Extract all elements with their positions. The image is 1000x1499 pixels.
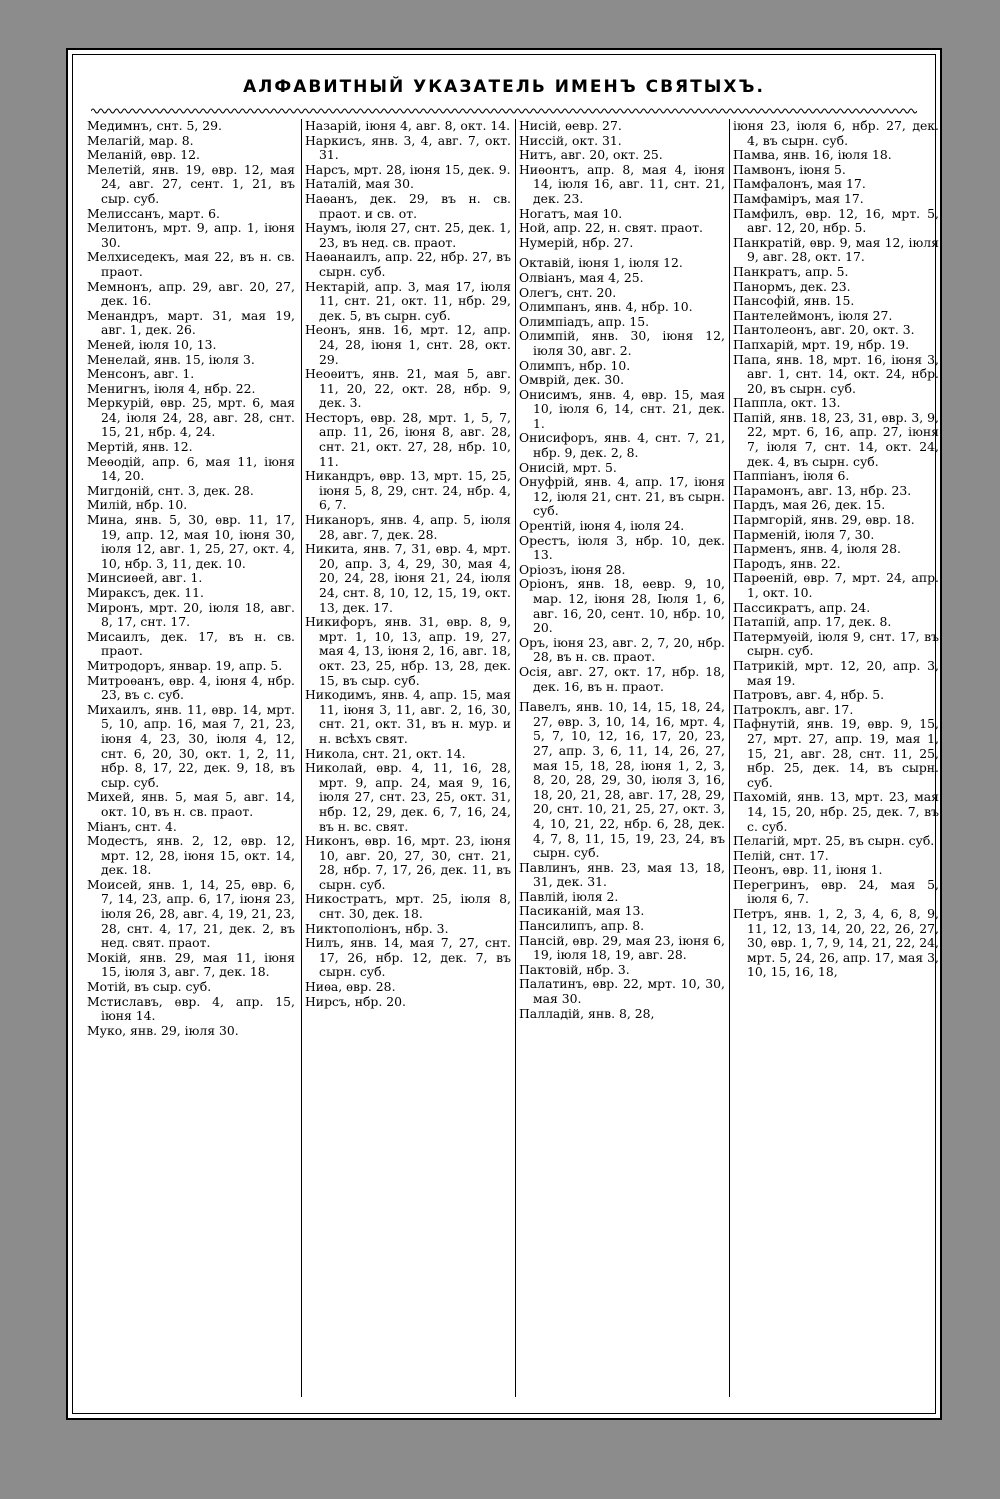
- index-entry: Нирсъ, нбр. 20.: [305, 993, 406, 1009]
- index-entry: Мираксъ, дек. 11.: [87, 585, 204, 600]
- index-entry: Орестъ, іюля 3, нбр. 10, дек. 13.: [519, 532, 725, 563]
- index-column-1: [87, 119, 295, 1397]
- index-entry: Нумерій, нбр. 27.: [519, 234, 634, 250]
- index-entry: Пантолеонъ, авг. 20, окт. 3.: [733, 322, 915, 338]
- index-entry: Никаноръ, янв. 4, апр. 5, іюля 28, авг. 7, дек. 28.: [305, 512, 511, 542]
- index-entry: Панормъ, дек. 23.: [733, 278, 851, 294]
- index-entry: Мина, янв. 5, 30, ѳвр. 11, 17, 19, апр. 12, мая 10, іюня 30, іюля 12, авг. 1, 25, 27, окт. 4, 10, нбр. 3, 11, дек. 10.: [87, 512, 295, 571]
- index-entry: Міанъ, снт. 4.: [87, 818, 177, 834]
- index-entry: Пасиканій, мая 13.: [519, 903, 645, 919]
- index-entry: Моисей, янв. 1, 14, 25, ѳвр. 6, 7, 14, 23, апр. 6, 17, іюня 23, іюля 26, 28, авг. 4, 19, 21, 23, 28, снт. 4, 17, 21, дек. 2, въ нед. свят. праот.: [87, 876, 295, 951]
- index-entry: Пармгорій, янв. 29, ѳвр. 18.: [733, 512, 915, 528]
- index-entry: Патапій, апр. 17, дек. 8.: [733, 614, 892, 630]
- index-entry: Нитъ, авг. 20, окт. 25.: [519, 147, 663, 163]
- index-entry: Павлинъ, янв. 23, мая 13, 18, 31, дек. 31.: [519, 859, 725, 890]
- index-entry: Пантелеймонъ, іюля 27.: [733, 307, 893, 323]
- index-entry: іюня 23, іюля 6, нбр. 27, дек. 4, въ сырн. суб.: [733, 119, 939, 148]
- index-entry: Пассикратъ, апр. 24.: [733, 599, 871, 615]
- index-entry: Паппіанъ, іюля 6.: [733, 468, 850, 484]
- book-page: [66, 48, 942, 1420]
- index-entry: Нилъ, янв. 14, мая 7, 27, снт. 17, 26, нбр. 12, дек. 7, въ сырн. суб.: [305, 935, 511, 980]
- index-entry: Михей, янв. 5, мая 5, авг. 14, окт. 10, въ н. св. праот.: [87, 789, 295, 819]
- index-entry: Минсиѳей, авг. 1.: [87, 570, 203, 586]
- index-entry: Осія, авг. 27, окт. 17, нбр. 18, дек. 16, въ н. праот.: [519, 663, 725, 694]
- index-entry: Палладій, янв. 8, 28,: [519, 1005, 655, 1021]
- index-entry: Митроѳанъ, ѳвр. 4, іюня 4, нбр. 23, въ с. суб.: [87, 672, 295, 703]
- index-entry: Наѳанаилъ, апр. 22, нбр. 27, въ сырн. суб.: [305, 249, 511, 279]
- index-entry: Пансій, ѳвр. 29, мая 23, іюня 6, 19, іюля 18, 19, авг. 28.: [519, 932, 725, 963]
- index-entry: Ной, апр. 22, н. свят. праот.: [519, 220, 703, 236]
- index-entry: Октавій, іюня 1, іюля 12.: [519, 255, 683, 271]
- index-entry: Мелитонъ, мрт. 9, апр. 1, іюня 30.: [87, 220, 295, 250]
- index-entry: Медимнъ, снт. 5, 29.: [87, 119, 222, 133]
- index-entry: Никифоръ, янв. 31, ѳвр. 8, 9, мрт. 1, 10, 13, апр. 19, 27, мая 4, 13, іюня 2, 16, авг. 18, окт. 23, 25, нбр. 13, 28, дек. 15, въ сыр. суб.: [305, 614, 511, 688]
- index-entry: Орентій, іюня 4, іюля 24.: [519, 518, 685, 534]
- index-entry: Ниѳонтъ, апр. 8, мая 4, іюня 14, іюля 16, авг. 11, снт. 21, дек. 23.: [519, 161, 725, 206]
- index-entry: Пафнутій, янв. 19, ѳвр. 9, 15, 27, мрт. 27, апр. 19, мая 1, 15, 21, авг. 28, снт. 11, 25, нбр. 25, дек. 14, въ сырн. суб.: [733, 716, 939, 790]
- page-frame: [72, 54, 939, 1414]
- index-columns: [87, 119, 939, 1397]
- index-entry: Модестъ, янв. 2, 12, ѳвр. 12, мрт. 12, 28, іюня 15, окт. 14, дек. 18.: [87, 833, 295, 878]
- index-entry: Олвіанъ, мая 4, 25.: [519, 269, 644, 285]
- index-entry: Павлій, іюля 2.: [519, 888, 619, 904]
- index-entry: Никонъ, ѳвр. 16, мрт. 23, іюня 10, авг. 20, 27, 30, снт. 21, 28, нбр. 7, 17, 26, дек. 11, въ сырн. суб.: [305, 833, 511, 892]
- index-entry: Нектарій, апр. 3, мая 17, іюля 11, снт. 21, окт. 11, нбр. 29, дек. 5, въ сырн. суб.: [305, 278, 511, 323]
- index-entry: Оріозъ, іюня 28.: [519, 561, 626, 577]
- index-entry: Пахомій, янв. 13, мрт. 23, мая 14, 15, 20, нбр. 25, дек. 7, въ с. суб.: [733, 789, 939, 834]
- index-entry: Митродоръ, январ. 19, апр. 5.: [87, 657, 283, 673]
- index-entry: Панкратъ, апр. 5.: [733, 263, 849, 279]
- index-entry: Пардъ, мая 26, дек. 15.: [733, 497, 886, 513]
- index-entry: Никтополіонъ, нбр. 3.: [305, 920, 449, 936]
- index-entry: Памва, янв. 16, іюля 18.: [733, 147, 892, 163]
- index-entry: Наркисъ, янв. 3, 4, авг. 7, окт. 31.: [305, 132, 511, 163]
- index-entry: Патроклъ, авг. 17.: [733, 701, 854, 717]
- index-entry: Мелетій, янв. 19, ѳвр. 12, мая 24, авг. 27, сент. 1, 21, въ сыр. суб.: [87, 161, 295, 206]
- index-entry: Оръ, іюня 23, авг. 2, 7, 20, нбр. 28, въ н. св. праот.: [519, 634, 725, 665]
- index-entry: Неоѳитъ, янв. 21, мая 5, авг. 11, 20, 22, окт. 28, нбр. 9, дек. 3.: [305, 366, 511, 411]
- index-entry: Нисій, ѳевр. 27.: [519, 119, 622, 133]
- index-entry: Никодимъ, янв. 4, апр. 15, мая 11, іюня 3, 11, авг. 2, 16, 30, снт. 21, окт. 31, въ н. мур. и н. всѣхъ свят.: [305, 687, 511, 746]
- index-entry: Муко, янв. 29, іюля 30.: [87, 1022, 239, 1038]
- index-entry: Онисимъ, янв. 4, ѳвр. 15, мая 10, іюля 6, 14, снт. 21, дек. 1.: [519, 386, 725, 431]
- index-entry: Папій, янв. 18, 23, 31, ѳвр. 3, 9, 22, мрт. 6, 16, апр. 27, іюня 7, іюля 7, снт. 14, окт. 24, дек. 4, въ сырн. суб.: [733, 409, 939, 469]
- index-entry: Ногатъ, мая 10.: [519, 205, 623, 221]
- index-entry: Памвонъ, іюня 5.: [733, 161, 846, 177]
- index-entry: Павелъ, янв. 10, 14, 15, 18, 24, 27, ѳвр. 3, 10, 14, 16, мрт. 4, 5, 7, 10, 12, 16, 17, 20, 23, 27, апр. 3, 6, 11, 14, 26, 27, мая 15, 18, 28, іюня 1, 2, 3, 8, 20, 28, 29, 30, іюля 3, 16, 18, 20, 21, 28, авг. 17, 28, 29, 20, снт. 10, 21, 25, 27, окт. 3, 4, 10, 21, 22, нбр. 6, 28, дек. 4, 7, 8, 11, 15, 19, 23, 24, въ сырн. суб.: [519, 699, 725, 861]
- index-entry: Олимпанъ, янв. 4, нбр. 10.: [519, 299, 693, 315]
- index-entry: Патермуѳій, іюля 9, снт. 17, въ сырн. суб.: [733, 628, 939, 659]
- index-entry: Олимпіадъ, апр. 15.: [519, 313, 650, 329]
- index-entry: Памфалонъ, мая 17.: [733, 176, 866, 192]
- index-entry: Онисій, мрт. 5.: [519, 459, 617, 475]
- index-entry: Меней, іюля 10, 13.: [87, 336, 217, 352]
- index-entry: Парамонъ, авг. 13, нбр. 23.: [733, 482, 912, 498]
- index-entry: Наумъ, іюля 27, снт. 25, дек. 1, 23, въ нед. св. праот.: [305, 220, 511, 250]
- index-entry: Мисаилъ, дек. 17, въ н. св. праот.: [87, 628, 295, 659]
- index-entry: Мигдоній, снт. 3, дек. 28.: [87, 482, 254, 498]
- index-entry: Миронъ, мрт. 20, іюля 18, авг. 8, 17, снт. 17.: [87, 599, 295, 630]
- index-column-3: [519, 119, 725, 1397]
- index-entry: Петръ, янв. 1, 2, 3, 4, 6, 8, 9, 11, 12, 13, 14, 20, 22, 26, 27, 30, ѳвр. 1, 7, 9, 14, 21, 22, 24, мрт. 5, 24, 26, апр. 17, мая 3, 10, 15, 16, 18,: [733, 906, 939, 980]
- index-entry: Неонъ, янв. 16, мрт. 12, апр. 24, 28, іюня 1, снт. 28, окт. 29.: [305, 322, 511, 367]
- index-entry: Никита, янв. 7, 31, ѳвр. 4, мрт. 20, апр. 3, 4, 29, 30, мая 4, 20, 24, 28, іюня 21, 24, іюля 24, снт. 8, 10, 12, 15, 19, окт. 13, дек. 17.: [305, 541, 511, 615]
- index-entry: Никандръ, ѳвр. 13, мрт. 15, 25, іюня 5, 8, 29, снт. 24, нбр. 4, 6, 7.: [305, 468, 511, 513]
- index-entry: Никола, снт. 21, окт. 14.: [305, 745, 466, 761]
- index-entry: Пансофій, янв. 15.: [733, 293, 855, 309]
- index-entry: Олегъ, снт. 20.: [519, 284, 617, 300]
- index-entry: Милій, нбр. 10.: [87, 497, 188, 513]
- index-entry: Николай, ѳвр. 4, 11, 16, 28, мрт. 9, апр. 24, мая 9, 16, іюля 27, снт. 23, 25, окт. 31, нбр. 12, 29, дек. 6, 7, 16, 24, въ н. вс. свят.: [305, 760, 511, 834]
- ornamental-rule: [91, 107, 917, 115]
- index-entry: Ниѳа, ѳвр. 28.: [305, 979, 396, 995]
- index-entry: Онисифоръ, янв. 4, снт. 7, 21, нбр. 9, дек. 2, 8.: [519, 430, 725, 461]
- index-entry: Наталій, мая 30.: [305, 176, 414, 192]
- index-entry: Менандръ, март. 31, мая 19, авг. 1, дек. 26.: [87, 307, 295, 338]
- index-entry: Михаилъ, янв. 11, ѳвр. 14, мрт. 5, 10, апр. 16, мая 7, 21, 23, іюня 4, 23, 30, іюля 4, 12, снт. 6, 20, 30, окт. 1, 2, 11, нбр. 8, 17, 22, дек. 9, 18, въ сыр. суб.: [87, 701, 295, 790]
- index-entry: Мелагій, мар. 8.: [87, 132, 194, 148]
- index-entry: Пансилипъ, апр. 8.: [519, 918, 645, 934]
- index-entry: Пелагій, мрт. 25, въ сырн. суб.: [733, 833, 935, 849]
- index-entry: Мертій, янв. 12.: [87, 439, 193, 455]
- index-entry: Перегринъ, ѳвр. 24, мая 5, іюля 6, 7.: [733, 876, 939, 907]
- page-title: АЛФАВИТНЫЙ УКАЗАТЕЛЬ ИМЕНЪ СВЯТЫХЪ.: [243, 77, 765, 97]
- index-entry: Мокій, янв. 29, мая 11, іюня 15, іюля 3, авг. 7, дек. 18.: [87, 949, 295, 980]
- index-entry: Олимпъ, нбр. 10.: [519, 357, 631, 373]
- index-entry: Парменій, іюля 7, 30.: [733, 526, 875, 542]
- index-entry: Палатинъ, ѳвр. 22, мрт. 10, 30, мая 30.: [519, 976, 725, 1007]
- column-divider: [729, 119, 730, 1397]
- index-entry: Мелиссанъ, март. 6.: [87, 205, 220, 221]
- index-entry: Никостратъ, мрт. 25, іюля 8, снт. 30, дек. 18.: [305, 891, 511, 922]
- index-entry: Ниссій, окт. 31.: [519, 132, 622, 148]
- index-entry: Папхарій, мрт. 19, нбр. 19.: [733, 336, 910, 352]
- index-entry: Панкратій, ѳвр. 9, мая 12, іюля 9, авг. 28, окт. 17.: [733, 234, 939, 265]
- index-entry: Менелай, янв. 15, іюля 3.: [87, 351, 255, 367]
- index-entry: Паппла, окт. 13.: [733, 395, 841, 411]
- index-entry: Мелхиседекъ, мая 22, въ н. св. праот.: [87, 249, 295, 279]
- index-column-4: [733, 119, 939, 1397]
- index-entry: Мемнонъ, апр. 29, авг. 20, 27, дек. 16.: [87, 278, 295, 309]
- index-entry: Патрикій, мрт. 12, 20, апр. 3, мая 19.: [733, 657, 939, 688]
- index-entry: Онуфрій, янв. 4, апр. 17, іюня 12, іюля 21, снт. 21, въ сырн. суб.: [519, 474, 725, 519]
- index-entry: Омврій, дек. 30.: [519, 372, 625, 388]
- index-entry: Оріонъ, янв. 18, ѳевр. 9, 10, мар. 12, іюня 28, Іюля 1, 6, авг. 16, 20, сент. 10, нбр. 10, 20.: [519, 576, 725, 636]
- index-entry: Пеонъ, ѳвр. 11, іюня 1.: [733, 862, 883, 878]
- index-entry: Мстиславъ, ѳвр. 4, апр. 15, іюня 14.: [87, 993, 295, 1024]
- index-entry: Назарій, іюня 4, авг. 8, окт. 14.: [305, 119, 511, 133]
- index-entry: Олимпій, янв. 30, іюня 12, іюля 30, авг. 2.: [519, 328, 725, 358]
- index-entry: Наѳанъ, дек. 29, въ н. св. праот. и св. от.: [305, 190, 511, 221]
- index-entry: Парменъ, янв. 4, іюля 28.: [733, 541, 901, 557]
- index-entry: Мотій, въ сыр. суб.: [87, 979, 212, 995]
- index-entry: Менсонъ, авг. 1.: [87, 366, 195, 382]
- index-entry: Меланій, ѳвр. 12.: [87, 147, 200, 163]
- index-entry: Пародъ, янв. 22.: [733, 555, 841, 571]
- index-entry: Пактовій, нбр. 3.: [519, 961, 630, 977]
- index-entry: Пелій, снт. 17.: [733, 847, 829, 863]
- index-entry: Патровъ, авг. 4, нбр. 5.: [733, 687, 885, 703]
- index-entry: Нарсъ, мрт. 28, іюня 15, дек. 9.: [305, 161, 511, 177]
- column-divider: [301, 119, 302, 1397]
- index-entry: Памфилъ, ѳвр. 12, 16, мрт. 5, авг. 12, 20, нбр. 5.: [733, 205, 939, 236]
- index-entry: Несторъ, ѳвр. 28, мрт. 1, 5, 7, апр. 11, 26, іюня 8, авг. 28, снт. 21, окт. 27, 28, нбр. 10, 11.: [305, 409, 511, 469]
- index-column-2: [305, 119, 511, 1397]
- index-entry: Памфаміръ, мая 17.: [733, 190, 864, 206]
- index-entry: Меркурій, ѳвр. 25, мрт. 6, мая 24, іюля 24, 28, авг. 28, снт. 15, 21, нбр. 4, 24.: [87, 395, 295, 440]
- index-entry: Парѳеній, ѳвр. 7, мрт. 24, апр. 1, окт. 10.: [733, 570, 939, 600]
- column-divider: [515, 119, 516, 1397]
- index-entry: Меѳодій, апр. 6, мая 11, іюня 14, 20.: [87, 453, 295, 484]
- index-entry: Папа, янв. 18, мрт. 16, іюня 3, авг. 1, снт. 14, окт. 24, нбр. 20, въ сырн. суб.: [733, 351, 939, 396]
- index-entry: Менигнъ, іюля 4, нбр. 22.: [87, 380, 256, 396]
